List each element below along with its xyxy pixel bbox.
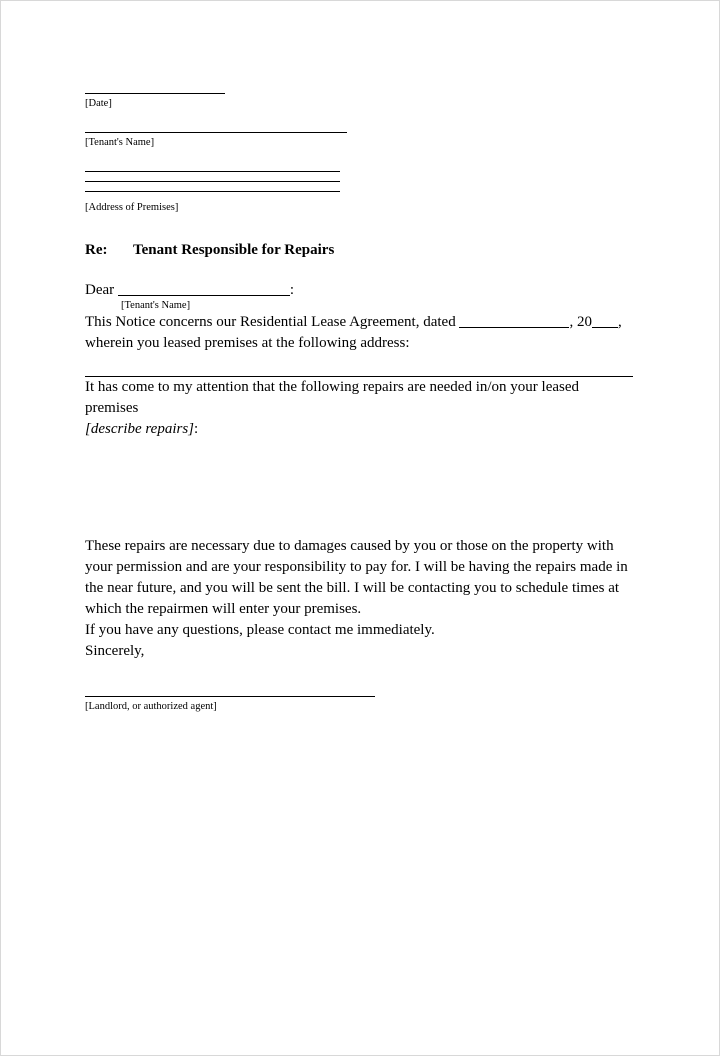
re-line: [85, 242, 633, 259]
paragraph-1-text-part-1: This Notice concerns our Residential Lease Agreement, dated: [85, 314, 456, 330]
salutation-prefix: Dear: [85, 282, 115, 298]
lease-year-blank[interactable]: [592, 313, 618, 328]
paragraph-1-text-part-2: , 20: [569, 314, 592, 330]
re-label: Re:: [85, 242, 108, 258]
describe-repairs-space[interactable]: [85, 440, 633, 536]
address-blank-line-3[interactable]: [85, 191, 340, 192]
paragraph-1-line-2: wherein you leased premises at the following address:: [85, 335, 410, 351]
paragraph-2-text-part-1: It has come to my attention that the following repairs are needed in/on your leased premises: [85, 379, 580, 416]
tenant-name-caption: [Tenant's Name]: [85, 137, 155, 148]
salutation-blank-line[interactable]: [118, 281, 290, 296]
lease-date-blank[interactable]: [459, 313, 569, 328]
spacer: [85, 110, 633, 132]
signature-caption: [Landlord, or authorized agent]: [85, 701, 217, 712]
letter-body: [85, 93, 633, 713]
address-block: [85, 171, 633, 214]
salutation-line: [85, 281, 633, 299]
address-blank-line-1[interactable]: [85, 171, 340, 172]
paragraph-repairs-needed: [85, 377, 633, 440]
address-blank-line-2[interactable]: [85, 181, 340, 182]
paragraph-questions: If you have any questions, please contact me immediately.: [85, 622, 435, 638]
re-subject: Tenant Responsible for Repairs: [133, 242, 335, 258]
salutation-suffix: :: [289, 282, 295, 298]
paragraph-responsibility: These repairs are necessary due to damages caused by you or those on the property with your permission and are your responsibility to pay for. I will be having the repairs made in the near future, and you will be sent the bill. I will be contacting you to schedule times at which the repairmen will enter your premises.: [85, 538, 628, 617]
signature-blank-line[interactable]: [85, 696, 375, 697]
paragraph-1-text-part-3: ,: [617, 314, 622, 330]
tenant-name-blank-line[interactable]: [85, 132, 347, 133]
paragraph-lease-reference: [85, 312, 633, 354]
salutation-caption: [Tenant's Name]: [121, 300, 191, 311]
address-caption: [Address of Premises]: [85, 202, 179, 213]
closing-line: Sincerely,: [85, 643, 145, 659]
describe-repairs-instruction: [describe repairs]: [85, 421, 195, 437]
date-caption: [Date]: [85, 98, 112, 109]
date-blank-line[interactable]: [85, 93, 225, 94]
paragraph-2-text-part-2: :: [194, 421, 199, 437]
